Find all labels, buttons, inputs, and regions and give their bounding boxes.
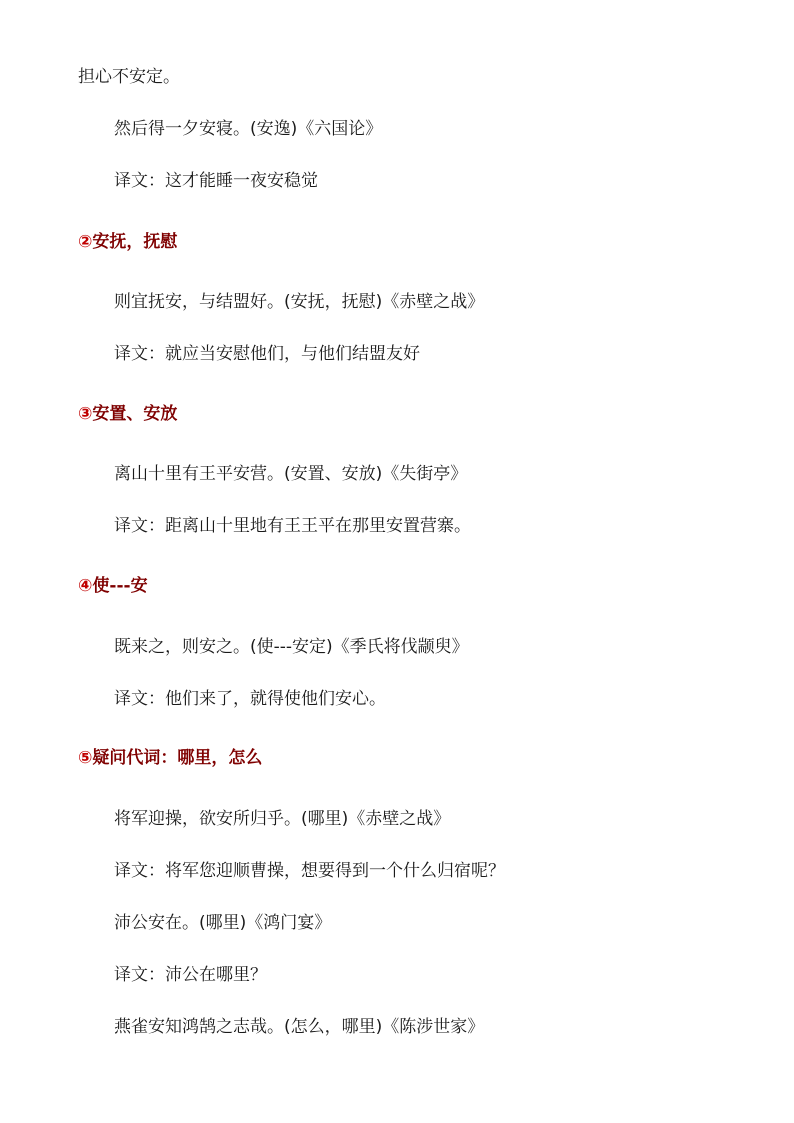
paragraph-line: 则宜抚安，与结盟好。(安抚，抚慰)《赤壁之战》	[114, 292, 485, 312]
paragraph-line: 然后得一夕安寝。(安逸)《六国论》	[114, 119, 383, 139]
section-heading	[78, 403, 177, 425]
section-heading	[78, 231, 177, 253]
paragraph-line: 沛公安在。(哪里)《鸿门宴》	[114, 913, 332, 933]
section-title: 安抚，抚慰	[92, 232, 178, 252]
paragraph-line: 燕雀安知鸿鹄之志哉。(怎么，哪里)《陈涉世家》	[114, 1017, 485, 1037]
paragraph-line: 担心不安定。	[78, 67, 180, 87]
paragraph-line: 离山十里有王平安营。(安置、安放)《失街亭》	[114, 464, 468, 484]
section-number: ④	[78, 576, 93, 596]
section-number: ⑤	[78, 748, 93, 768]
section-title: 使---安	[92, 576, 148, 596]
section-title: 安置、安放	[92, 404, 178, 424]
paragraph-line: 译文：这才能睡一夜安稳觉	[114, 171, 318, 191]
paragraph-line: 译文：就应当安慰他们，与他们结盟友好	[114, 344, 420, 364]
section-number: ③	[78, 404, 93, 424]
section-number: ②	[78, 232, 93, 252]
section-title: 疑问代词：哪里，怎么	[92, 748, 263, 768]
paragraph-line: 译文：将军您迎顺曹操，想要得到一个什么归宿呢？	[114, 861, 505, 881]
paragraph-line: 译文：沛公在哪里？	[114, 965, 267, 985]
section-heading	[78, 747, 262, 769]
paragraph-line: 译文：他们来了，就得使他们安心。	[114, 689, 386, 709]
paragraph-line: 将军迎操，欲安所归乎。(哪里)《赤壁之战》	[114, 809, 451, 829]
paragraph-line: 译文：距离山十里地有王王平在那里安置营寨。	[114, 516, 471, 536]
paragraph-line: 既来之，则安之。(使---安定)《季氏将伐颛臾》	[114, 637, 469, 657]
section-heading	[78, 575, 148, 597]
